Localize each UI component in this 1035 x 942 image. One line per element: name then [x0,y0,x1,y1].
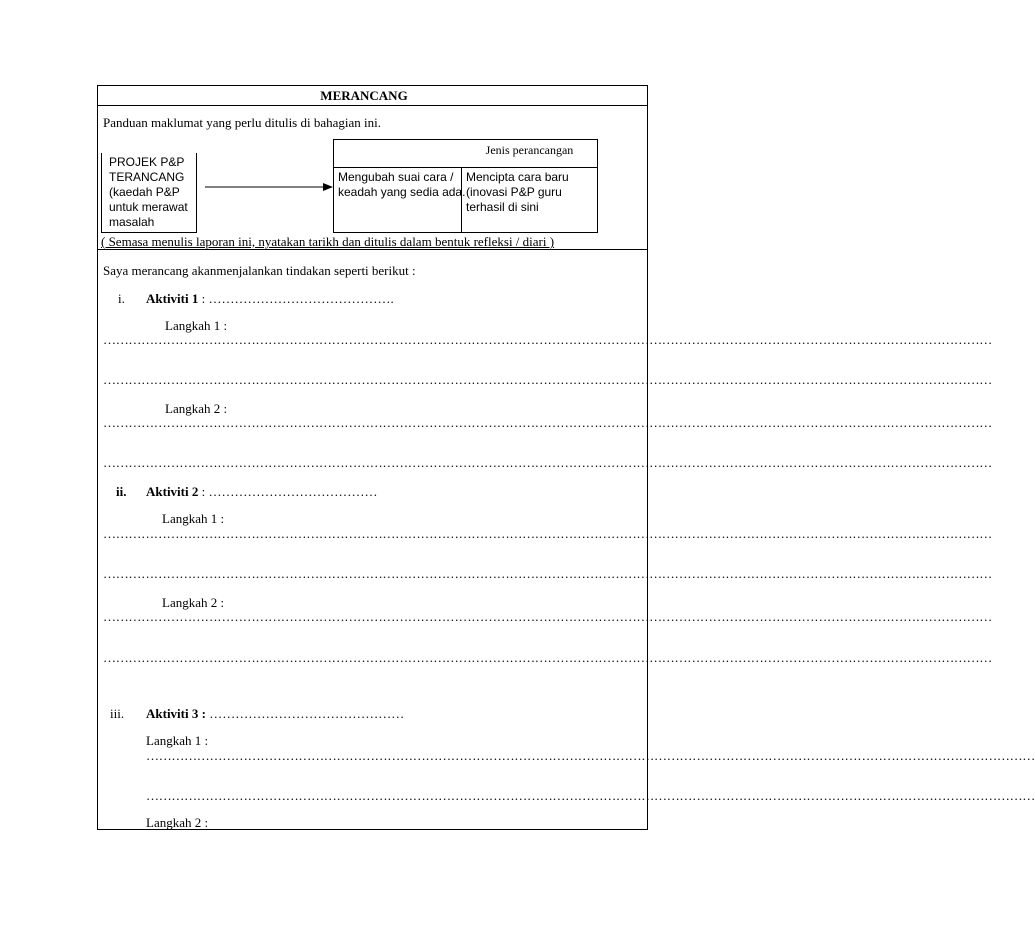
activity-1-step-1-line-1: ………………………………………………………………………………………………………………………………………………………………………………………… [103,332,993,347]
jenis-col2-line-2: (inovasi P&P guru [466,185,562,199]
projek-line-4: untuk merawat [109,200,188,214]
arrow-right-icon [205,181,333,193]
projek-line-1: PROJEK P&P [109,155,185,169]
activity-1-heading: Aktiviti 1 : ……………………………………. [146,291,394,306]
activity-1-step-2-line-1: ………………………………………………………………………………………………………………………………………………………………………………………… [103,415,993,430]
activity-2-step-1-line-2: ………………………………………………………………………………………………………………………………………………………………………………………… [103,566,993,581]
note-divider [97,249,648,250]
jenis-col1-line-1: Mengubah suai cara / [338,170,454,184]
activity-2-heading: Aktiviti 2 : ………………………………… [146,484,378,499]
activity-2-step-2-label: Langkah 2 : [162,595,225,610]
title-divider [97,105,648,106]
activity-1-number: i. [118,291,125,306]
activity-2-number: ii. [116,484,127,499]
activity-2-step-2-line-1: ………………………………………………………………………………………………………………………………………………………………………………………… [103,609,993,624]
activity-2-step-1-line-1: ………………………………………………………………………………………………………………………………………………………………………………………… [103,526,993,541]
projek-line-5: masalah [109,215,155,229]
jenis-col2-line-1: Mencipta cara baru [466,170,569,184]
activity-1-step-1-line-2: ………………………………………………………………………………………………………………………………………………………………………………………… [103,372,993,387]
jenis-col1-line-2: keadah yang sedia ada. [338,185,466,199]
page-title: MERANCANG [320,88,408,103]
projek-line-2: TERANCANG [109,170,185,184]
activity-1-step-1-label: Langkah 1 : [165,318,228,333]
lead-text: Saya merancang akanmenjalankan tindakan seperti berikut : [103,263,416,278]
activity-3-number: iii. [110,706,125,721]
jenis-header: Jenis perancangan [485,143,574,157]
activity-1-step-2-label: Langkah 2 : [165,401,228,416]
activity-3-step-2-label: Langkah 2 : [146,815,209,830]
intro-text: Panduan maklumat yang perlu ditulis di bahagian ini. [103,115,382,130]
activity-2-step-2-line-2: ………………………………………………………………………………………………………………………………………………………………………………………… [103,650,993,665]
projek-line-3: (kaedah P&P [109,185,180,199]
activity-3-heading: Aktiviti 3 : ……………………………………… [146,706,405,721]
activity-3-step-1-line-2: ………………………………………………………………………………………………………………………………………………………………………………………… [146,788,1035,803]
jenis-col2-line-3: terhasil di sini [466,200,539,214]
activity-3-step-1-label: Langkah 1 : [146,733,209,748]
projek-box [101,153,197,233]
note-text: ( Semasa menulis laporan ini, nyatakan tarikh dan ditulis dalam bentuk refleksi / diari ) [101,234,555,249]
activity-1-step-2-line-2: ………………………………………………………………………………………………………………………………………………………………………………………… [103,455,993,470]
activity-3-step-1-line-1: ………………………………………………………………………………………………………………………………………………………………………………………… [146,748,1035,763]
activity-2-step-1-label: Langkah 1 : [162,511,225,526]
